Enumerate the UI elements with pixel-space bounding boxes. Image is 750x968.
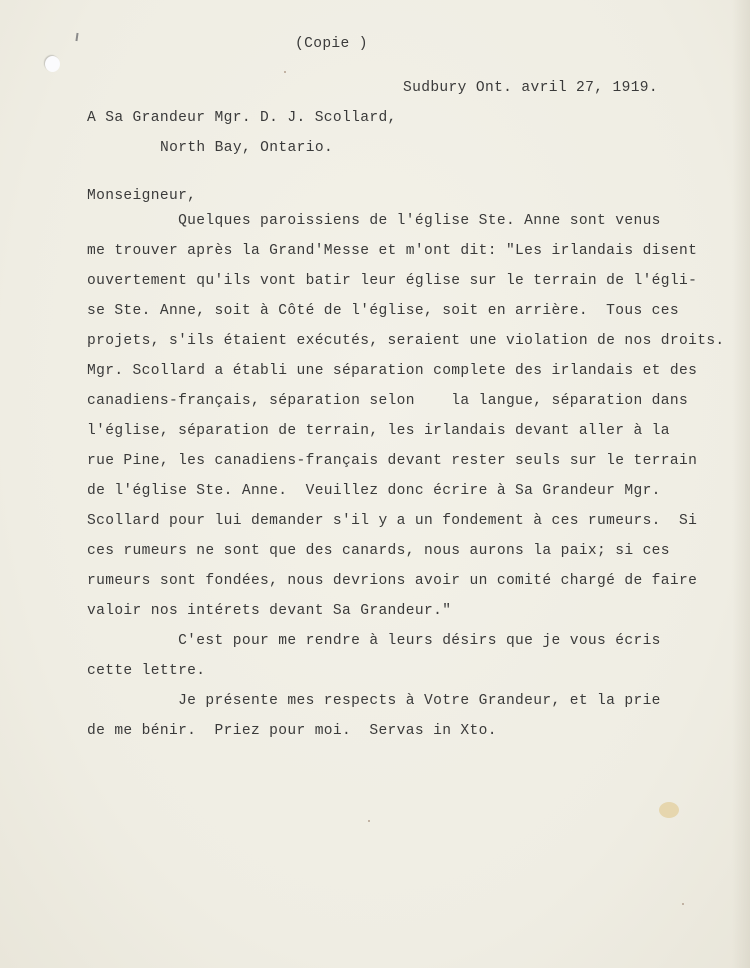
- body-line: Quelques paroissiens de l'église Ste. Anne sont venus: [87, 213, 661, 229]
- body-line: rumeurs sont fondées, nous devrions avoir un comité chargé de faire: [87, 573, 698, 589]
- stain-spot: [659, 802, 679, 818]
- body-line: canadiens-français, séparation selon la langue, séparation dans: [87, 393, 689, 409]
- ink-speck: [368, 820, 370, 822]
- body-line: se Ste. Anne, soit à Côté de l'église, soit en arrière. Tous ces: [87, 303, 679, 319]
- pencil-mark: [75, 33, 78, 41]
- recipient-line-2: North Bay, Ontario.: [160, 140, 334, 156]
- body-line: Je présente mes respects à Votre Grandeur, et la prie: [87, 693, 661, 709]
- body-line: valoir nos intérets devant Sa Grandeur.": [87, 603, 452, 619]
- punch-hole: [45, 56, 60, 72]
- body-line: cette lettre.: [87, 663, 206, 679]
- ink-speck: [284, 71, 286, 73]
- body-line: C'est pour me rendre à leurs désirs que je vous écris: [87, 633, 661, 649]
- salutation: Monseigneur,: [87, 188, 197, 204]
- place-date: Sudbury Ont. avril 27, 1919.: [403, 80, 659, 96]
- body-line: me trouver après la Grand'Messe et m'ont dit: "Les irlandais disent: [87, 243, 698, 259]
- body-line: de l'église Ste. Anne. Veuillez donc écrire à Sa Grandeur Mgr.: [87, 483, 661, 499]
- body-line: ouvertement qu'ils vont batir leur église sur le terrain de l'égli-: [87, 273, 698, 289]
- body-line: l'église, séparation de terrain, les irlandais devant aller à la: [87, 423, 670, 439]
- ink-speck: [682, 903, 684, 905]
- body-line: de me bénir. Priez pour moi. Servas in Xto.: [87, 723, 497, 739]
- recipient-line-1: A Sa Grandeur Mgr. D. J. Scollard,: [87, 110, 397, 126]
- body-line: Scollard pour lui demander s'il y a un fondement à ces rumeurs. Si: [87, 513, 698, 529]
- body-line: projets, s'ils étaient exécutés, seraient une violation de nos droits.: [87, 333, 725, 349]
- body-line: Mgr. Scollard a établi une séparation complete des irlandais et des: [87, 363, 698, 379]
- page-edge-shadow: [732, 0, 750, 968]
- body-line: ces rumeurs ne sont que des canards, nous aurons la paix; si ces: [87, 543, 670, 559]
- copy-header: (Copie ): [295, 36, 368, 52]
- body-line: rue Pine, les canadiens-français devant rester seuls sur le terrain: [87, 453, 698, 469]
